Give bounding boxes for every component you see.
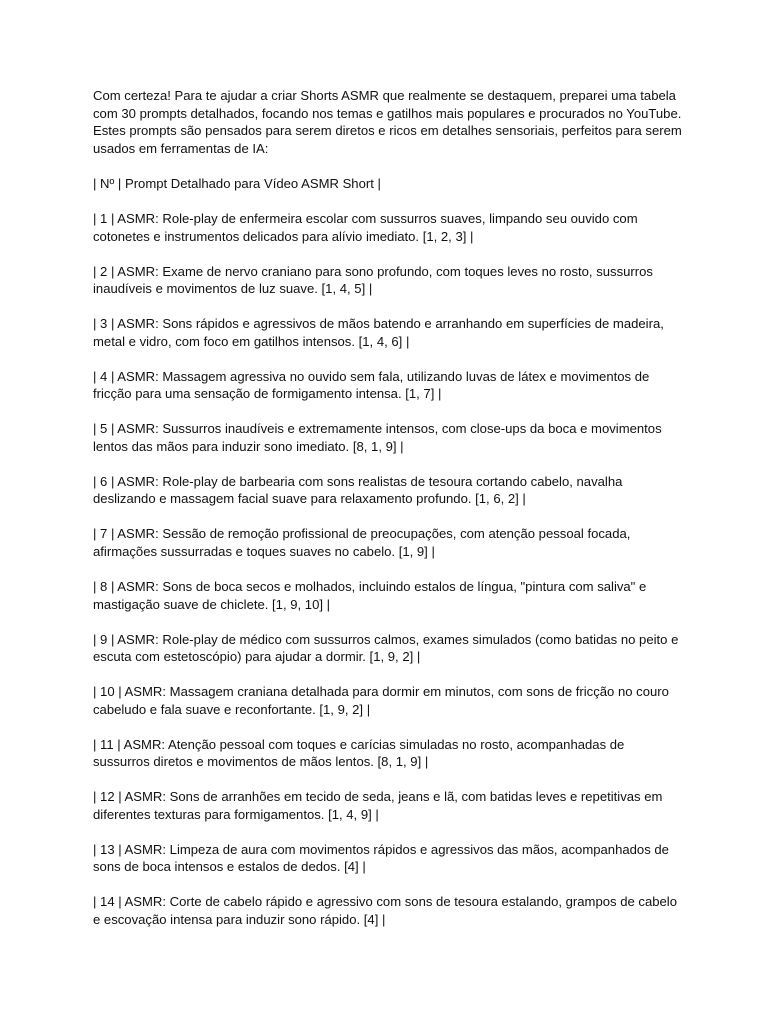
table-row: | 11 | ASMR: Atenção pessoal com toques e carícias simuladas no rosto, acompanhadas de sussurros diretos e movimentos de mãos lentos. [8, 1, 9] | [93, 736, 625, 770]
table-row: | 8 | ASMR: Sons de boca secos e molhados, incluindo estalos de língua, "pintura com saliva" e mastigação suave de chiclete. [1, 9, 10] | [93, 579, 647, 612]
table-row: | 3 | ASMR: Sons rápidos e agressivos de mãos batendo e arranhando em superfícies de madeira, metal e vidro, com foco em gatilhos intensos. [1, 4, 6] | [93, 316, 664, 349]
table-row: | 12 | ASMR: Sons de arranhões em tecido de seda, jeans e lã, com batidas leves e repetitivas em diferentes texturas para formigamentos. [1, 4, 9] | [93, 789, 663, 822]
table-row: | 7 | ASMR: Sessão de remoção profissional de preocupações, com atenção pessoal focada, afirmações sussurradas e toques suaves no cabelo. [1, 9] | [93, 526, 631, 560]
table-row: | 13 | ASMR: Limpeza de aura com movimentos rápidos e agressivos das mãos, acompanhados de sons de boca intensos e estalos de dedos. [4] | [93, 841, 669, 875]
table-row: | 5 | ASMR: Sussurros inaudíveis e extremamente intensos, com close-ups da boca e movimentos lentos das mãos para induzir sono imediato. [8, 1, 9] | [93, 421, 662, 454]
table-row: | 4 | ASMR: Massagem agressiva no ouvido sem fala, utilizando luvas de látex e movimentos de fricção para uma sensação de formigamento intensa. [1, 7] | [93, 368, 650, 402]
table-row: | 2 | ASMR: Exame de nervo craniano para sono profundo, com toques leves no rosto, sussurros inaudíveis e movimentos de luz suave. [1, 4, 5] | [93, 263, 653, 297]
table-header-row: | Nº | Prompt Detalhado para Vídeo ASMR Short | [93, 175, 381, 191]
document-page [93, 87, 683, 946]
table-row: | 14 | ASMR: Corte de cabelo rápido e agressivo com sons de tesoura estalando, grampos de cabelo e escovação intensa para induzir sono rápido. [4] | [93, 894, 677, 928]
table-row: | 10 | ASMR: Massagem craniana detalhada para dormir em minutos, com sons de fricção no couro cabeludo e fala suave e reconfortante. [1, 9, 2] | [93, 684, 669, 717]
table-row: | 9 | ASMR: Role-play de médico com sussurros calmos, exames simulados (como batidas no peito e escuta com estetoscópio) para ajudar a dormir. [1, 9, 2] | [93, 631, 679, 665]
table-row: | 6 | ASMR: Role-play de barbearia com sons realistas de tesoura cortando cabelo, navalha deslizando e massagem facial suave para relaxamento profundo. [1, 6, 2] | [93, 473, 623, 507]
table-row: | 1 | ASMR: Role-play de enfermeira escolar com sussurros suaves, limpando seu ouvido com cotonetes e instrumentos delicados para alívio imediato. [1, 2, 3] | [93, 210, 638, 244]
intro-paragraph: Com certeza! Para te ajudar a criar Shorts ASMR que realmente se destaquem, preparei uma tabela com 30 prompts detalhados, focando nos temas e gatilhos mais populares e procurados no YouTube. Estes prompts são pensados para serem diretos e ricos em detalhes sensoriais, perfeitos para serem usados em ferramentas de IA: [93, 88, 682, 156]
